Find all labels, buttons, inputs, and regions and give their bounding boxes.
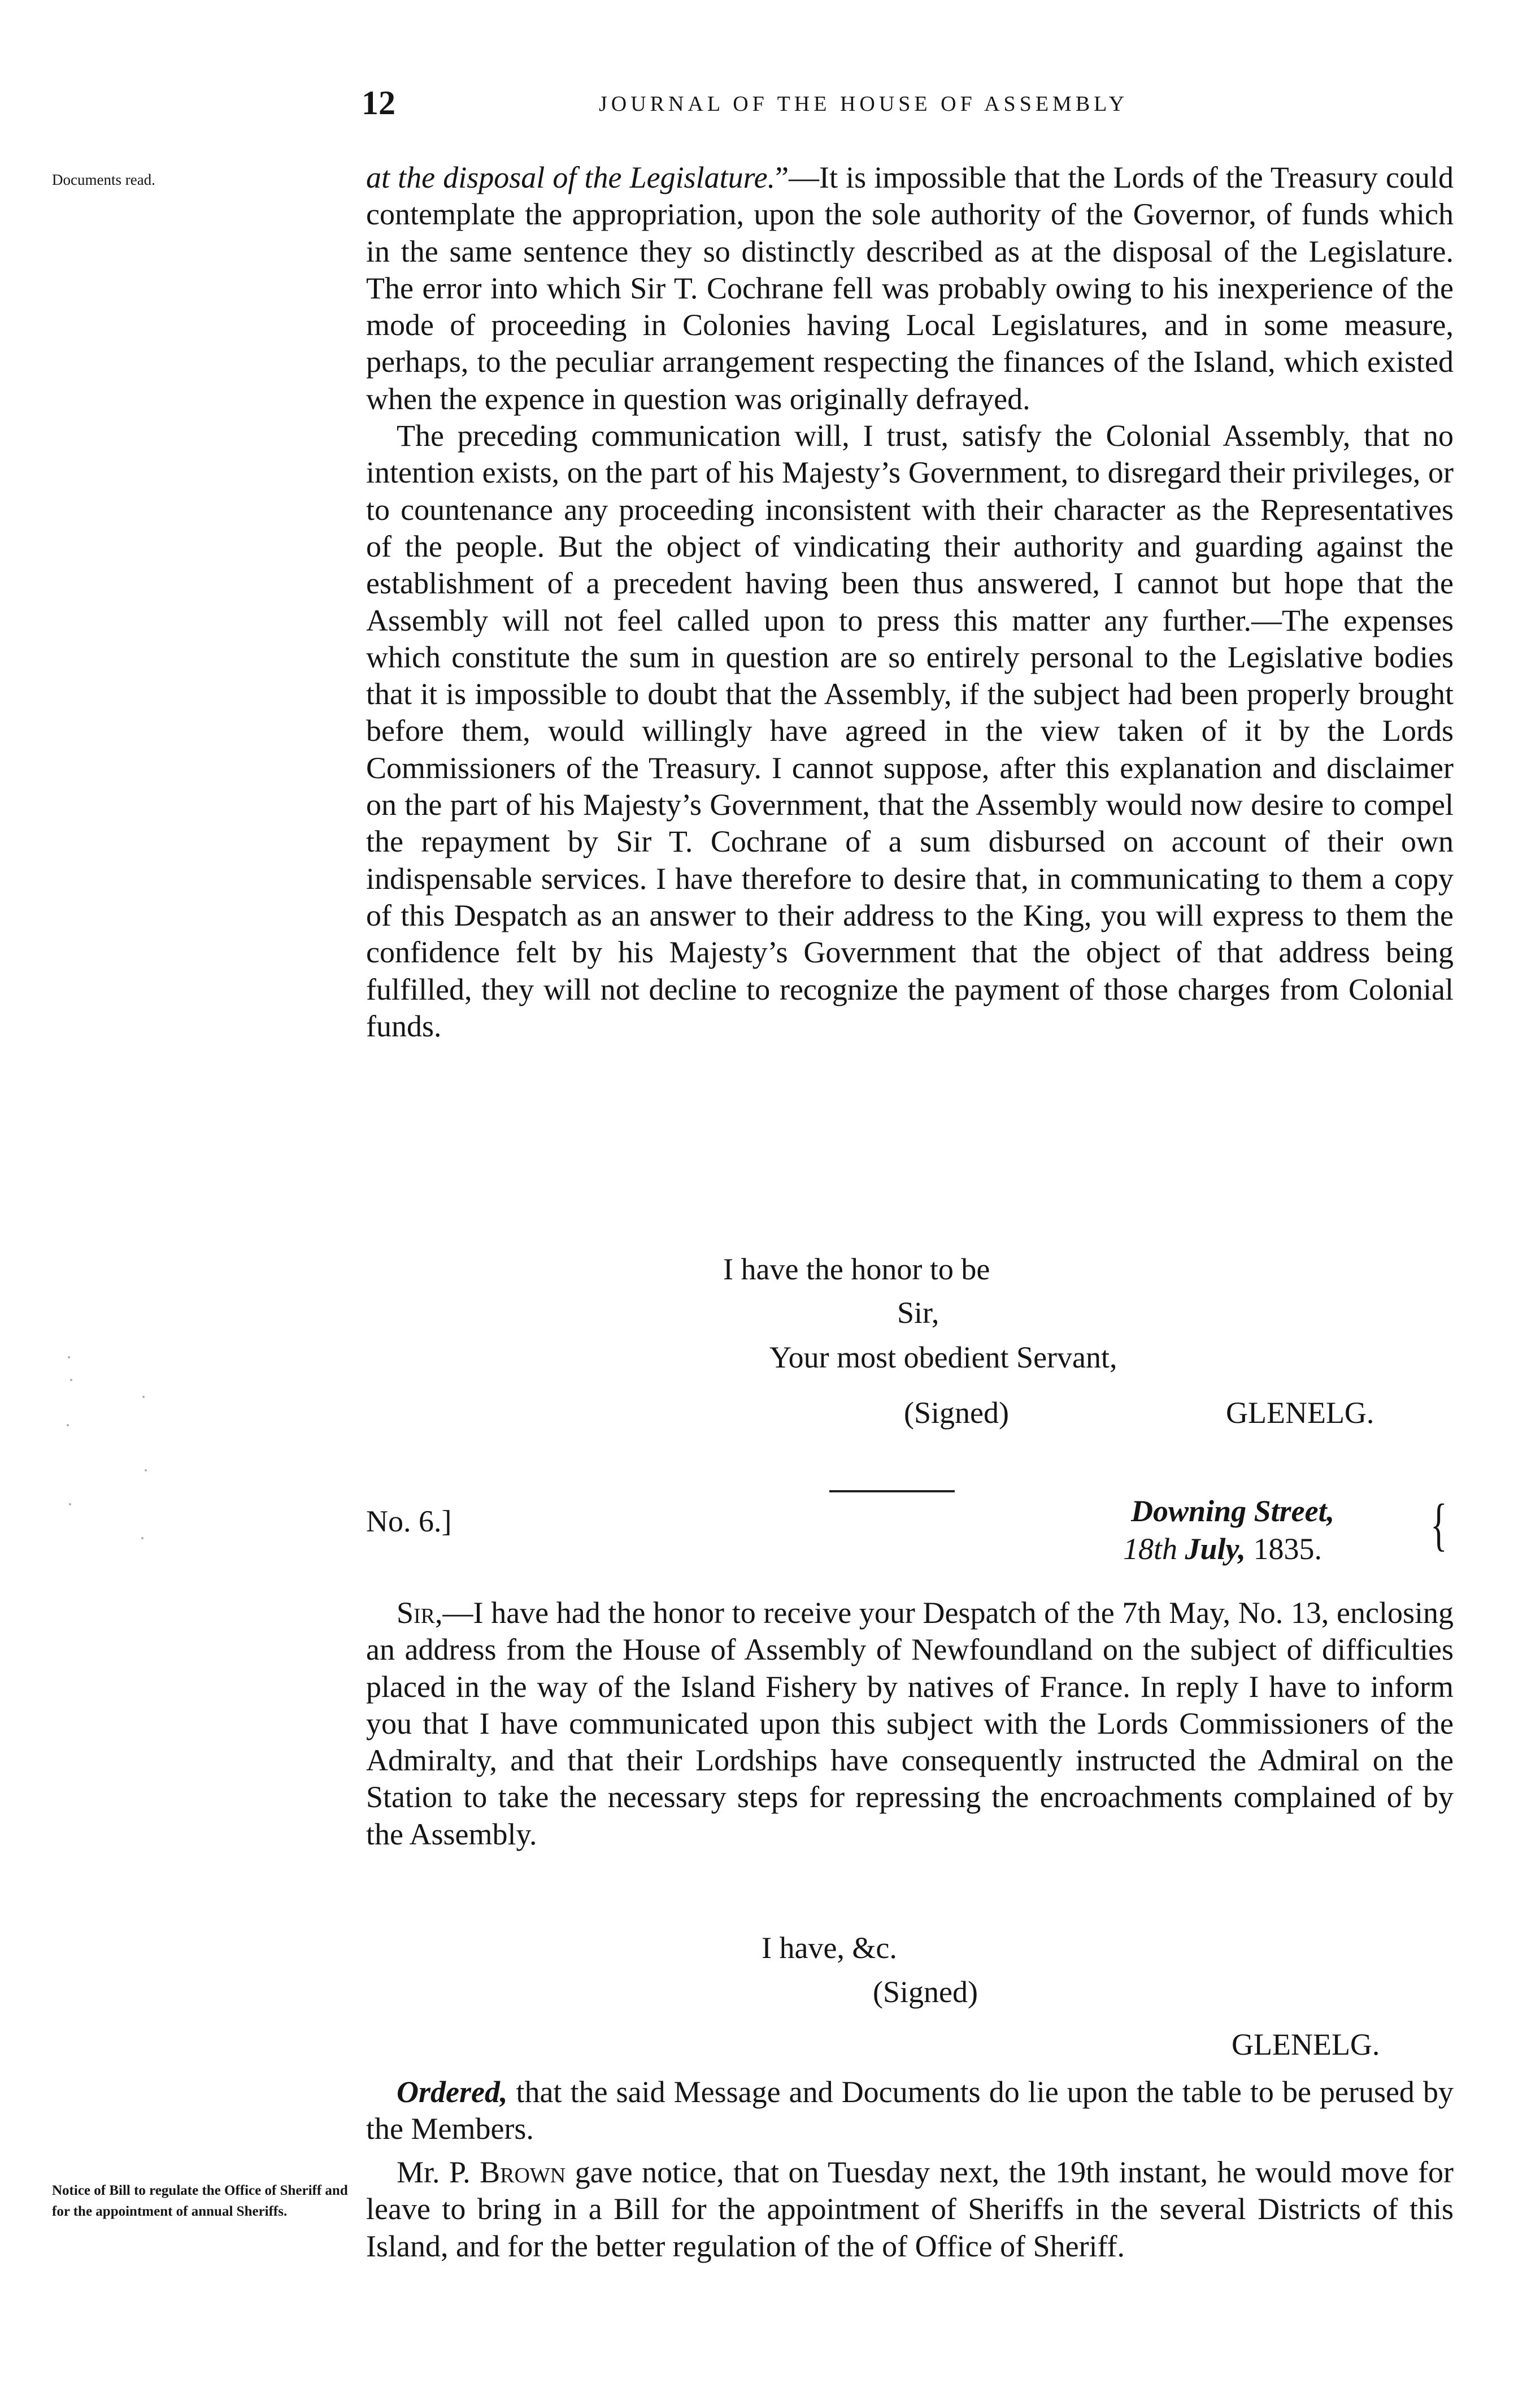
closing-servant: Your most obedient Servant, [769, 1340, 1117, 1374]
despatch-6-paragraph [366, 1595, 1454, 1853]
scan-speck [68, 1356, 70, 1358]
signatory-name: GLENELG. [1226, 1396, 1374, 1430]
despatch-place: Downing Street, [1131, 1494, 1335, 1528]
despatch-date [1123, 1531, 1322, 1568]
ordered-word: Ordered, [397, 2075, 508, 2109]
running-head [362, 84, 1458, 129]
closing-sir: Sir, [897, 1296, 939, 1330]
date-brace: { [1430, 1494, 1447, 1557]
closing-honor: I have the honor to be [723, 1252, 990, 1286]
section-divider [829, 1490, 955, 1492]
scan-speck [67, 1424, 69, 1426]
italic-phrase: at the disposal of the Legislature. [366, 160, 776, 194]
signed-label-2: (Signed) [873, 1975, 978, 2009]
paragraph-text: —I have had the honor to receive your Despatch of the 7th May, No. 13, enclosing an address from the House of Assembly of Newfoundland on the subject of difficulties placed in the way of the Island Fishery by natives of France. In reply I have to inform you that I have communicated upon this subject with the Lords Commissioners of the Admiralty, and that their Lordships have consequently instructed the Admiral on the Station to take the necessary steps for repressing the encroachments complained of by the Assembly. [366, 1596, 1454, 1851]
despatch-number: No. 6.] [366, 1504, 452, 1538]
despatch-continuation [366, 159, 1454, 1045]
paragraph-text: ”—It is impossible that the Lords of the Treasury could contemplate the appropriation, upon the sole authority of the Governor, of funds which in the same sentence they so distinctly described as at the disposal of the Legislature. The error into which Sir T. Cochrane fell was probably owing to his inexperience of the mode of proceeding in Colonies having Local Legislatures, and in some measure, perhaps, to the peculiar arrangement respecting the finances of the Island, which existed when the expence in question was originally defrayed. [366, 160, 1454, 416]
order-paragraph [366, 2074, 1454, 2148]
date-month: July, [1185, 1532, 1246, 1566]
notice-paragraph [366, 2154, 1454, 2265]
salutation: Sir, [397, 1596, 443, 1630]
date-year: 1835. [1253, 1532, 1323, 1566]
notice-entry [366, 2154, 1454, 2265]
member-prefix: Mr. P. [397, 2155, 480, 2189]
despatch-paragraph-2: The preceding communication will, I trust, satisfy the Colonial Assembly, that no intention exists, on the part of his Majesty’s Government, to disregard their privileges, or to countenance any proceeding inconsistent with their character as the Representatives of the people. But the object of vindicating their authority and guarding against the establishment of a precedent having been thus answered, I cannot but hope that the Assembly will not feel called upon to press this matter any further.—The expenses which constitute the sum in question are so entirely personal to the Legislative bodies that it is impossible to doubt that the Assembly, if the subject had been properly brought before them, would willingly have agreed in the view taken of it by the Lords Commissioners of the Treasury. I cannot suppose, after this explanation and disclaimer on the part of his Majesty’s Government, that the Assembly would now desire to compel the repayment by Sir T. Cochrane of a sum disbursed on account of their own indispensable services. I have therefore to desire that, in communicating to them a copy of this Despatch as an answer to their address to the King, you will express to them the confidence felt by his Majesty’s Government that the object of that address being fulfilled, they will not decline to recognize the payment of those charges from Colonial funds. [366, 419, 1454, 1043]
scan-speck [70, 1379, 72, 1381]
order-entry [366, 2074, 1454, 2148]
scan-speck [145, 1469, 147, 1471]
scan-speck [69, 1503, 71, 1505]
signed-label: (Signed) [904, 1396, 1009, 1430]
paragraph-text: that the said Message and Documents do lie upon the table to be perused by the Members. [366, 2075, 1454, 2146]
scan-speck [141, 1537, 143, 1539]
member-name: Brown [480, 2155, 566, 2189]
despatch-6-body [366, 1595, 1454, 1853]
page-number: 12 [362, 84, 395, 121]
paragraph-text: gave notice, that on Tuesday next, the 19th instant, he would move for leave to bring in a Bill for the appointment of Sheriffs in the several Districts of this Island, and for the better regulation of the of Office of Sheriff. [366, 2155, 1454, 2263]
despatch-paragraph-1 [366, 159, 1454, 418]
running-title: JOURNAL OF THE HOUSE OF ASSEMBLY [599, 92, 1129, 116]
margin-note-documents-read: Documents read. [52, 171, 155, 188]
margin-note-sheriff-bill: Notice of Bill to regulate the Office of Sheriff and for the appointment of annual Sheriffs. [52, 2183, 348, 2219]
scan-speck [142, 1396, 145, 1398]
date-day: 18th [1123, 1532, 1178, 1566]
signatory-name-2: GLENELG. [1232, 2028, 1380, 2061]
closing-i-have: I have, &c. [762, 1931, 897, 1965]
